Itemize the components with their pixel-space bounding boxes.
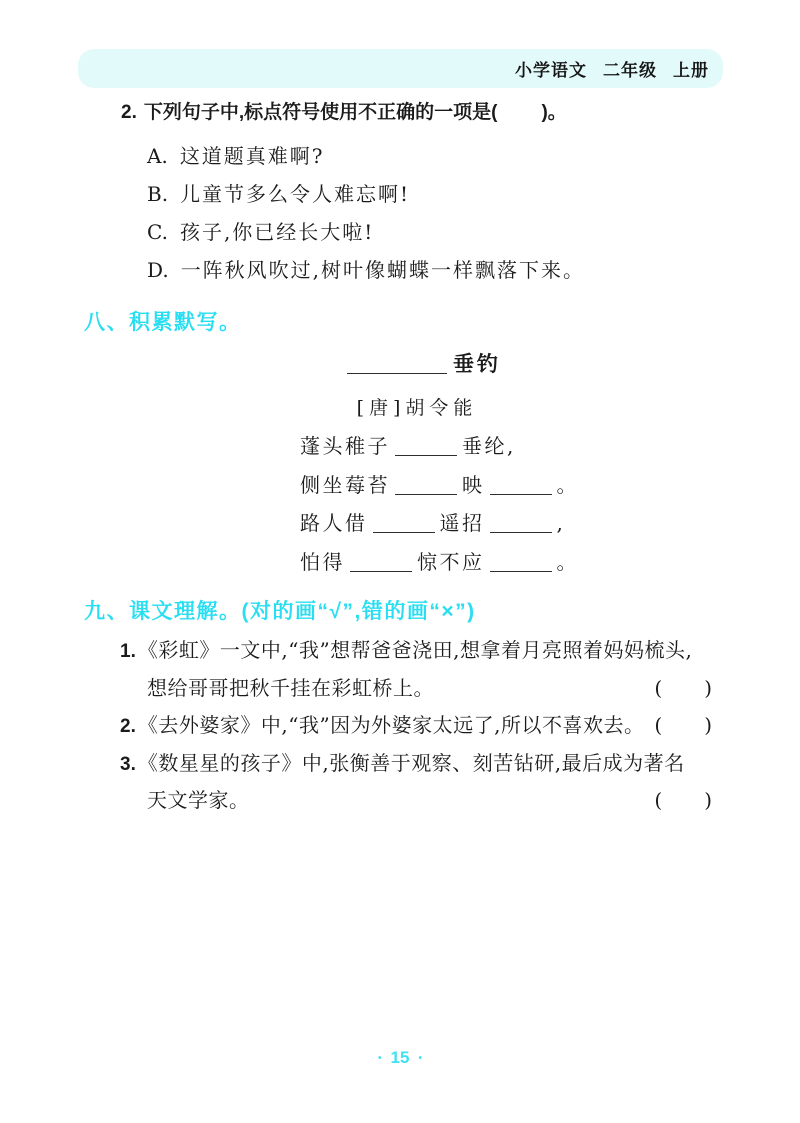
item-number: 2. [120, 716, 136, 737]
item-text: 想给哥哥把秋千挂在彩虹桥上。 [147, 675, 434, 700]
option-label: C. [147, 220, 168, 244]
poem-blank [395, 474, 457, 495]
poem-text: 惊不应 [417, 550, 485, 574]
poem-blank [490, 474, 552, 495]
section-9-heading: 九、课文理解。(对的画“√”,错的画“×”) [84, 600, 476, 623]
header-bar [78, 49, 723, 88]
comprehension-item-2 [120, 713, 712, 751]
option-label: B. [147, 182, 169, 206]
comprehension-item-1-line-2 [120, 676, 712, 714]
item-number: 1. [120, 641, 136, 662]
poem-text: 垂纶, [462, 434, 516, 458]
item-text: 《数星星的孩子》中,张衡善于观察、刻苦钻研,最后成为著名 [137, 750, 685, 775]
poem-text: 。 [556, 550, 579, 574]
option-text: 儿童节多么令人难忘啊! [180, 182, 411, 206]
item-number: 3. [120, 753, 136, 775]
option-b [147, 182, 585, 220]
poem-blank [350, 551, 412, 572]
comprehension-items [120, 638, 712, 826]
option-a [147, 144, 585, 182]
poem-text: , [556, 511, 566, 535]
option-text: 这道题真难啊? [179, 144, 325, 168]
poem-line-4 [300, 550, 579, 575]
poem-blank [490, 551, 552, 572]
question-period: 。 [547, 102, 567, 123]
option-d [147, 258, 585, 296]
comprehension-item-3-line-2 [120, 788, 712, 826]
answer-bracket [654, 676, 712, 714]
poem-text: 路人借 [300, 511, 368, 535]
poem-text: 蓬头稚子 [300, 434, 390, 458]
option-text: 孩子,你已经长大啦! [179, 220, 375, 244]
poem-title-blank [347, 353, 447, 374]
poem-title [347, 351, 501, 377]
poem-blank [373, 512, 435, 533]
footer-left-dot: • [378, 1053, 382, 1064]
option-label: A. [147, 144, 168, 168]
poem-author: [唐]胡令能 [356, 397, 478, 419]
poem-blank [395, 435, 457, 456]
poem-blank [490, 512, 552, 533]
poem-title-text: 垂钓 [453, 351, 501, 376]
comprehension-item-3-line-1 [120, 751, 712, 789]
header-grade: 二年级 [603, 61, 657, 80]
answer-paren-open: ( [491, 102, 498, 123]
header-volume: 上册 [673, 61, 709, 80]
poem-text: 映 [462, 473, 485, 497]
section-8-heading: 八、积累默写。 [84, 311, 242, 334]
poem-line-2 [300, 473, 579, 498]
item-text: 《彩虹》一文中,“我”想帮爸爸浇田,想拿着月亮照着妈妈梳头, [137, 638, 693, 662]
option-c [147, 220, 585, 258]
item-text: 《去外婆家》中,“我”因为外婆家太远了,所以不喜欢去。 [137, 713, 645, 737]
answer-paren-open: ( [654, 675, 663, 700]
question-number: 2. [121, 102, 137, 123]
poem-text: 遥招 [439, 511, 485, 535]
answer-paren-close: ) [704, 788, 712, 812]
question-2 [121, 101, 567, 125]
header-subject: 小学语文 [515, 61, 587, 80]
footer-right-dot: • [418, 1053, 422, 1064]
answer-paren-close: ) [704, 713, 712, 737]
page-number: 15 [390, 1048, 410, 1067]
poem-line-1 [300, 434, 516, 459]
option-label: D. [147, 258, 169, 282]
answer-paren-close: ) [541, 102, 548, 123]
poem-text: 。 [556, 473, 579, 497]
answer-paren-open: ( [654, 788, 663, 812]
question-text: 下列句子中,标点符号使用不正确的一项是 [143, 102, 492, 123]
comprehension-item-1-line-1 [120, 638, 712, 676]
answer-bracket [654, 788, 712, 826]
answer-paren-open: ( [654, 713, 663, 737]
options-list [147, 144, 585, 296]
poem-text: 侧坐莓苔 [300, 473, 390, 497]
item-text: 天文学家。 [147, 788, 250, 812]
option-text: 一阵秋风吹过,树叶像蝴蝶一样飘落下来。 [180, 258, 586, 282]
page-footer [0, 1048, 800, 1069]
answer-paren-close: ) [704, 675, 712, 700]
poem-line-3 [300, 511, 565, 536]
answer-bracket [654, 713, 712, 751]
poem-text: 怕得 [300, 550, 345, 574]
